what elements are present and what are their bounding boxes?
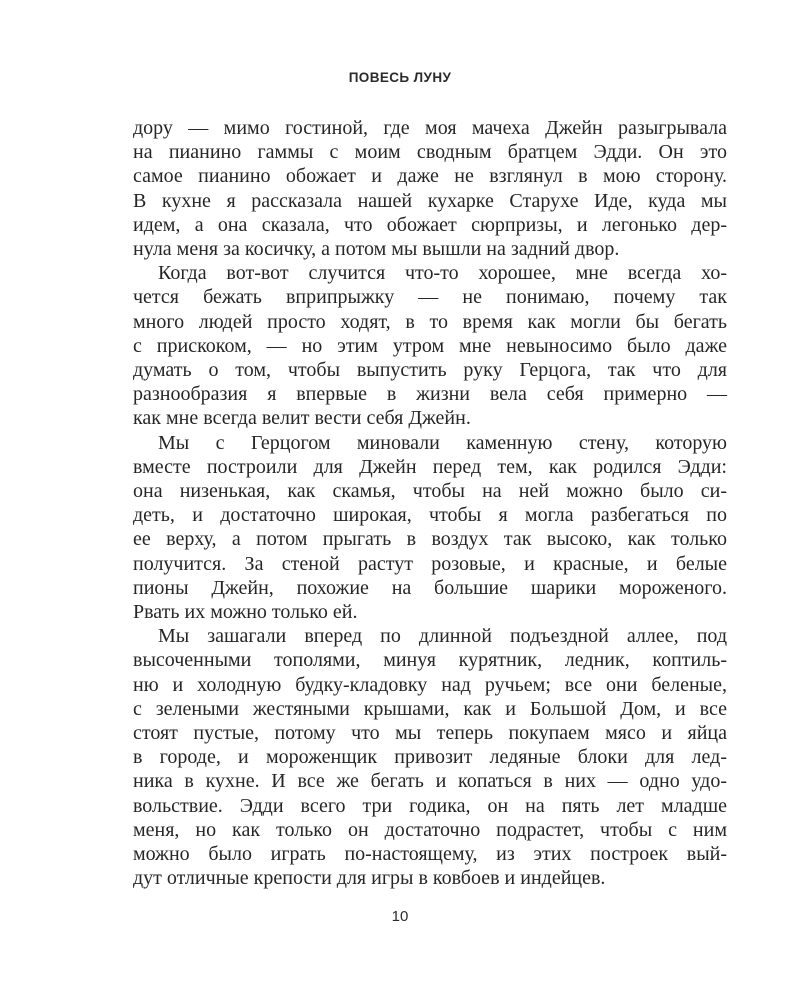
text-line: высоченными тополями, минуя курятник, ледник, коптиль- (133, 649, 727, 672)
text-line: самое пианино обожает и даже не взглянул в мою сторону. (133, 165, 727, 188)
text-line: она низенькая, как скамья, чтобы на ней можно было си- (133, 480, 727, 503)
text-line: много людей просто ходят, в то время как могли бы бегать (133, 310, 727, 333)
text-line: вместе построили для Джейн перед тем, как родился Эдди: (133, 455, 727, 478)
text-line: с зелеными жестяными крышами, как и Большой Дом, и все (133, 697, 727, 720)
text-line: на пианино гаммы с моим сводным братцем Эдди. Он это (133, 141, 727, 164)
text-line: нула меня за косичку, а потом мы вышли на задний двор. (133, 238, 620, 261)
text-line: пионы Джейн, похожие на большие шарики мороженого. (133, 576, 727, 599)
text-line: деть, и достаточно широкая, чтобы я могла разбегаться по (133, 504, 727, 527)
text-line: В кухне я рассказала нашей кухарке Старухе Иде, куда мы (133, 189, 727, 212)
text-line: дут отличные крепости для игры в ковбоев и индейцев. (133, 867, 606, 890)
text-line: Рвать их можно только ей. (133, 601, 358, 624)
body-text (133, 116, 727, 891)
text-line: Когда вот-вот случится что-то хорошее, мне всегда хо- (158, 262, 727, 285)
text-line: меня, но как только он достаточно подрастет, чтобы с ним (133, 818, 727, 841)
text-line: как мне всегда велит вести себя Джейн. (133, 407, 471, 430)
page-number: 10 (391, 908, 409, 925)
text-line: с прискоком, — но этим утром мне невыносимо было даже (133, 334, 727, 357)
text-line: ню и холодную будку-кладовку над ручьем; все они беленые, (133, 673, 727, 696)
text-line: разнообразия я впервые в жизни вела себя примерно — (133, 383, 727, 406)
text-line: думать о том, чтобы выпустить руку Герцога, так что для (133, 359, 727, 382)
text-line: Мы зашагали вперед по длинной подъездной аллее, под (158, 625, 727, 648)
text-line: чется бежать вприпрыжку — не понимаю, почему так (133, 286, 727, 309)
text-line: стоят пустые, потому что мы теперь покупаем мясо и яйца (133, 722, 727, 745)
text-line: вольствие. Эдди всего три годика, он на пять лет младше (133, 794, 727, 817)
running-title: ПОВЕСЬ ЛУНУ (348, 70, 452, 85)
text-line: в городе, и мороженщик привозит ледяные блоки для лед- (133, 746, 727, 769)
text-line: ника в кухне. И все же бегать и копаться в них — одно удо- (133, 770, 727, 793)
text-line: дору — мимо гостиной, где моя мачеха Джейн разыгрывала (133, 117, 727, 139)
text-line: получится. За стеной растут розовые, и красные, и белые (133, 552, 727, 575)
text-line: идем, а она сказала, что обожает сюрпризы, и легонько дер- (133, 213, 727, 236)
text-line: Мы с Герцогом миновали каменную стену, которую (158, 431, 727, 454)
text-line: ее верху, а потом прыгать в воздух так высоко, как только (133, 528, 727, 551)
text-line: можно было играть по-настоящему, из этих построек вый- (133, 843, 727, 866)
